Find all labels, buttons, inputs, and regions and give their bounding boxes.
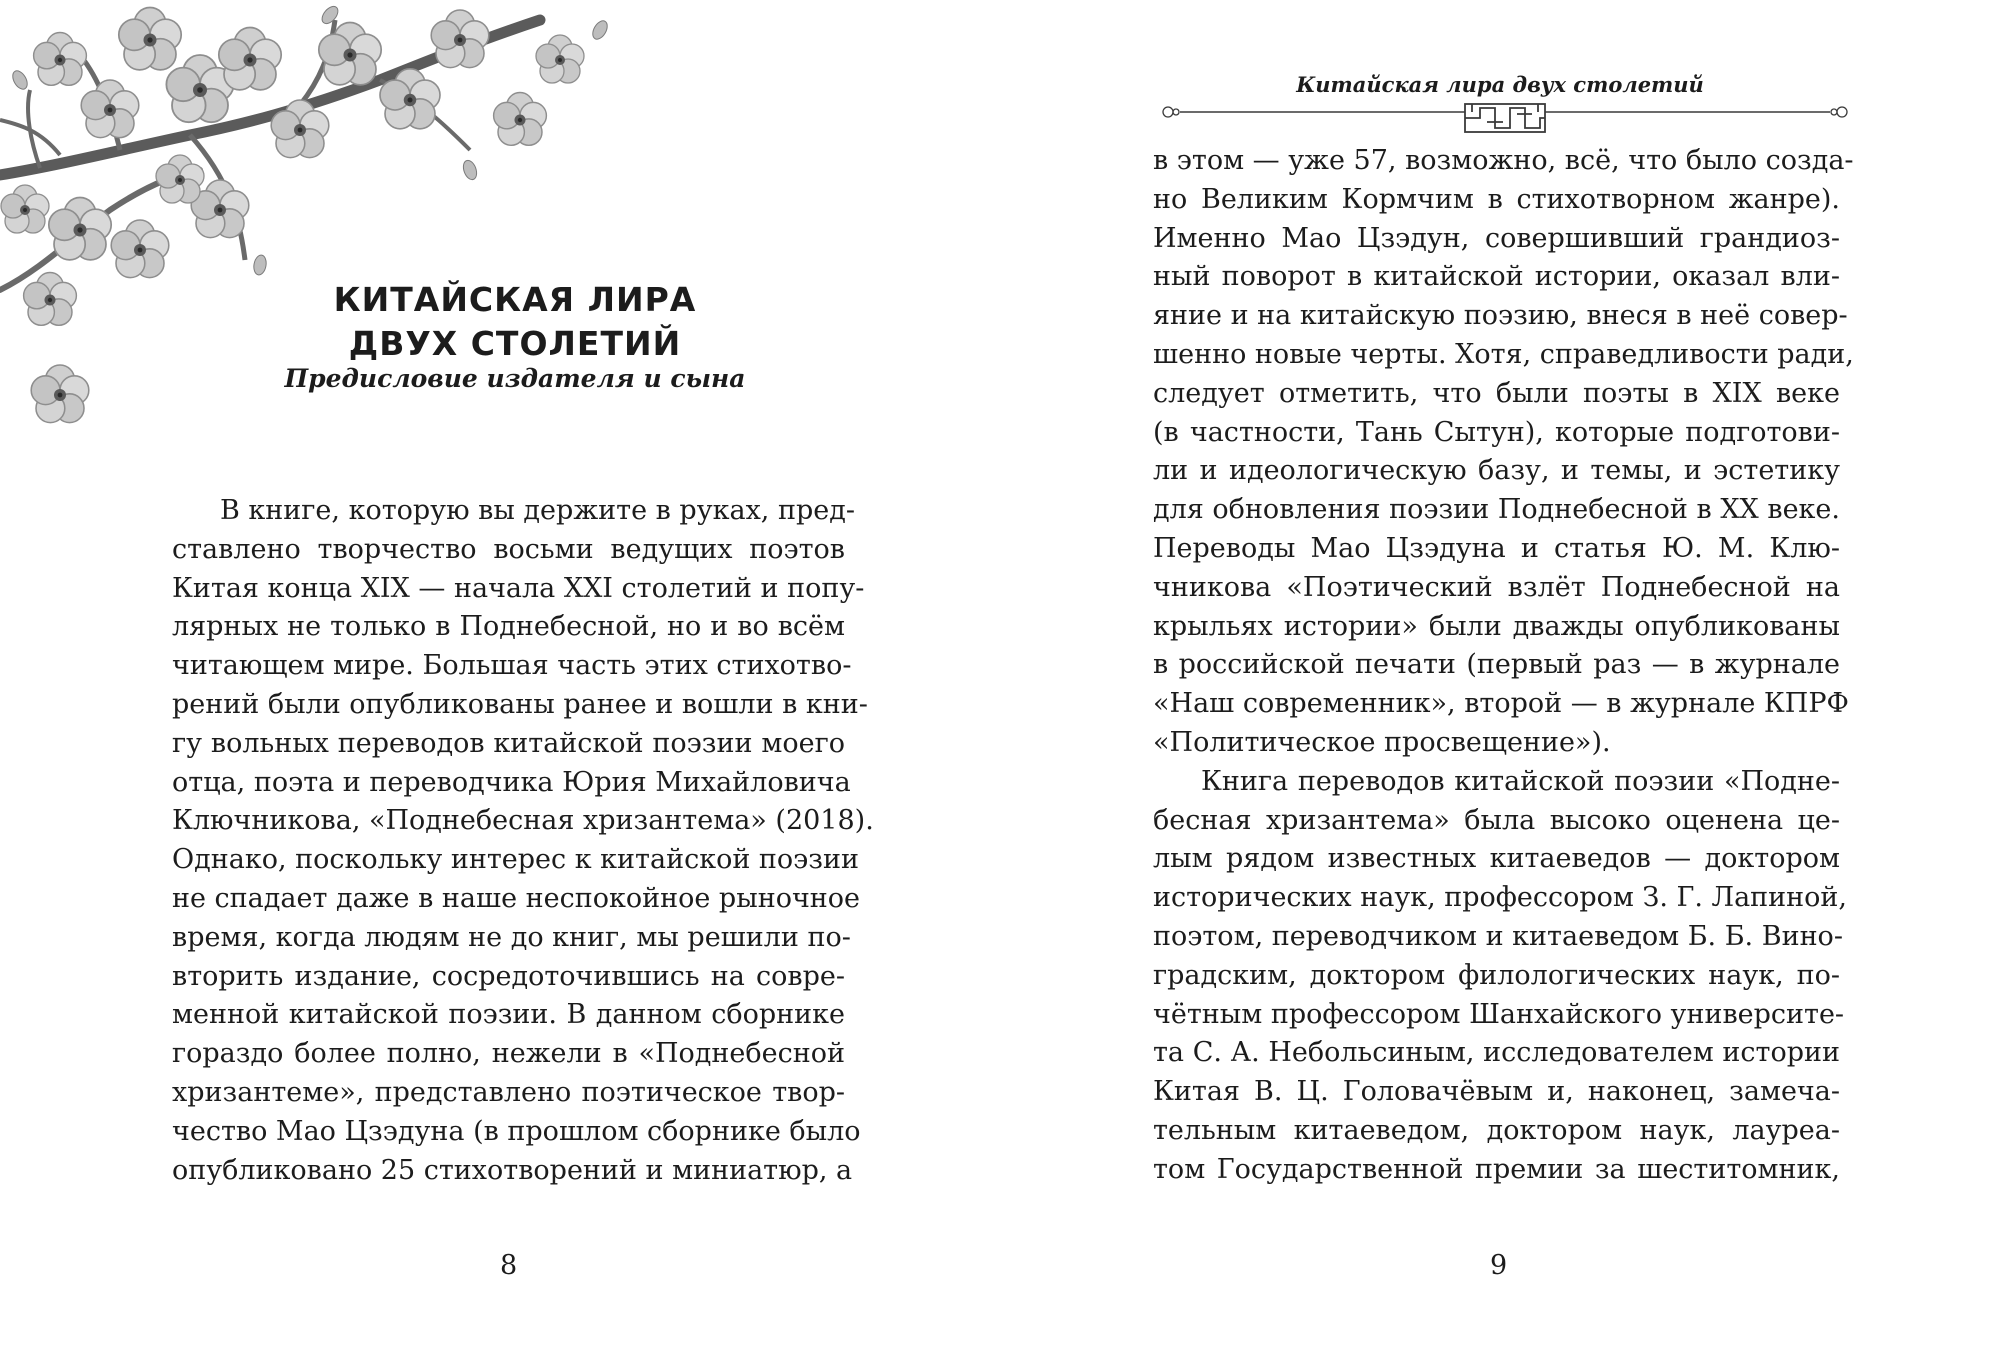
text-line: в российской печати (первый раз — в журнале (1153, 649, 1840, 681)
chapter-title (250, 278, 780, 366)
text-line: том Государственной премии за шеститомник, (1153, 1153, 1840, 1185)
text-line: яние и на китайскую поэзию, внеся в неё совер- (1153, 300, 1848, 332)
page-number: 9 (1490, 1250, 1508, 1281)
running-header: Китайская лира двух столетий (1296, 72, 1704, 97)
text-line: не спадает даже в наше неспокойное рыночное (172, 882, 861, 914)
text-line: чётным профессором Шанхайского университе- (1153, 998, 1845, 1030)
text-line: гу вольных переводов китайской поэзии моего (172, 727, 845, 759)
text-line: та С. А. Небольсиным, исследователем истории (1153, 1037, 1840, 1069)
text-line: вторить издание, сосредоточившись на совре- (172, 960, 845, 992)
text-line: в этом — уже 57, возможно, всё, что было созда- (1153, 145, 1854, 176)
text-line: чество Мао Цзэдуна (в прошлом сборнике было (172, 1115, 861, 1147)
text-line: Ключникова, «Поднебесная хризантема» (2018). (172, 805, 874, 837)
text-line: отца, поэта и переводчика Юрия Михайловича (172, 766, 851, 798)
text-line: гораздо более полно, нежели в «Поднебесной (172, 1038, 845, 1070)
text-line: «Наш современник», второй — в журнале КПРФ (1153, 688, 1849, 720)
text-line: шенно новые черты. Хотя, справедливости ради, (1153, 338, 1854, 370)
text-line: читающем мире. Большая часть этих стихотво- (172, 650, 852, 682)
text-line: «Политическое просвещение»). (1153, 726, 1611, 758)
text-line: крыльях истории» были дважды опубликованы (1153, 610, 1840, 642)
chapter-subtitle: Предисловие издателя и сына (284, 364, 746, 393)
text-line: время, когда людям не до книг, мы решили по- (172, 921, 851, 953)
text-line: лым рядом известных китаеведов — доктором (1153, 843, 1840, 875)
text-line: чникова «Поэтический взлёт Поднебесной на (1153, 571, 1840, 603)
text-line: хризантеме», представлено поэтическое твор- (172, 1076, 845, 1108)
text-line: Китая В. Ц. Головачёвым и, наконец, замеча- (1153, 1076, 1840, 1108)
text-line: исторических наук, профессором З. Г. Лапиной, (1153, 882, 1847, 914)
text-line: Именно Мао Цзэдун, совершивший грандиоз- (1153, 222, 1840, 254)
text-line: Однако, поскольку интерес к китайской поэзии (172, 844, 859, 876)
right-body-text (1153, 142, 1854, 1190)
chapter-title-line-1: КИТАЙСКАЯ ЛИРА (333, 280, 697, 319)
text-line: В книге, которую вы держите в руках, пред- (220, 495, 855, 526)
text-line: рений были опубликованы ранее и вошли в кни- (172, 688, 868, 720)
text-line: ный поворот в китайской истории, оказал вли- (1153, 261, 1840, 293)
text-line: Переводы Мао Цзэдуна и статья Ю. М. Клю- (1153, 532, 1840, 564)
text-line: тельным китаеведом, доктором наук, лауреа- (1153, 1114, 1840, 1146)
text-line: бесная хризантема» была высоко оценена це- (1153, 804, 1840, 836)
text-line: но Великим Кормчим в стихотворном жанре). (1153, 183, 1840, 215)
text-line: (в частности, Тань Сытун), которые подготови- (1153, 416, 1840, 448)
text-line: опубликовано 25 стихотворений и миниатюр, а (172, 1154, 853, 1186)
chapter-title-line-2: ДВУХ СТОЛЕТИЙ (348, 324, 682, 363)
text-line: Книга переводов китайской поэзии «Подне- (1201, 765, 1840, 797)
page-number: 8 (500, 1250, 518, 1281)
text-line: для обновления поэзии Поднебесной в XX веке. (1153, 494, 1840, 526)
text-line: ли и идеологическую базу, и темы, и эстетику (1153, 455, 1840, 487)
left-body-text (172, 492, 874, 1190)
text-line: лярных не только в Поднебесной, но и во всём (172, 611, 845, 643)
text-line: менной китайской поэзии. В данном сборнике (172, 999, 845, 1031)
header-ornament-icon (1160, 100, 1850, 140)
text-line: поэтом, переводчиком и китаеведом Б. Б. Вино- (1153, 920, 1843, 952)
text-line: следует отметить, что были поэты в XIX веке (1153, 377, 1840, 409)
text-line: Китая конца XIX — начала XXI столетий и попу- (172, 572, 865, 604)
text-line: ставлено творчество восьми ведущих поэтов (172, 533, 845, 565)
text-line: градским, доктором филологических наук, по- (1153, 959, 1840, 991)
